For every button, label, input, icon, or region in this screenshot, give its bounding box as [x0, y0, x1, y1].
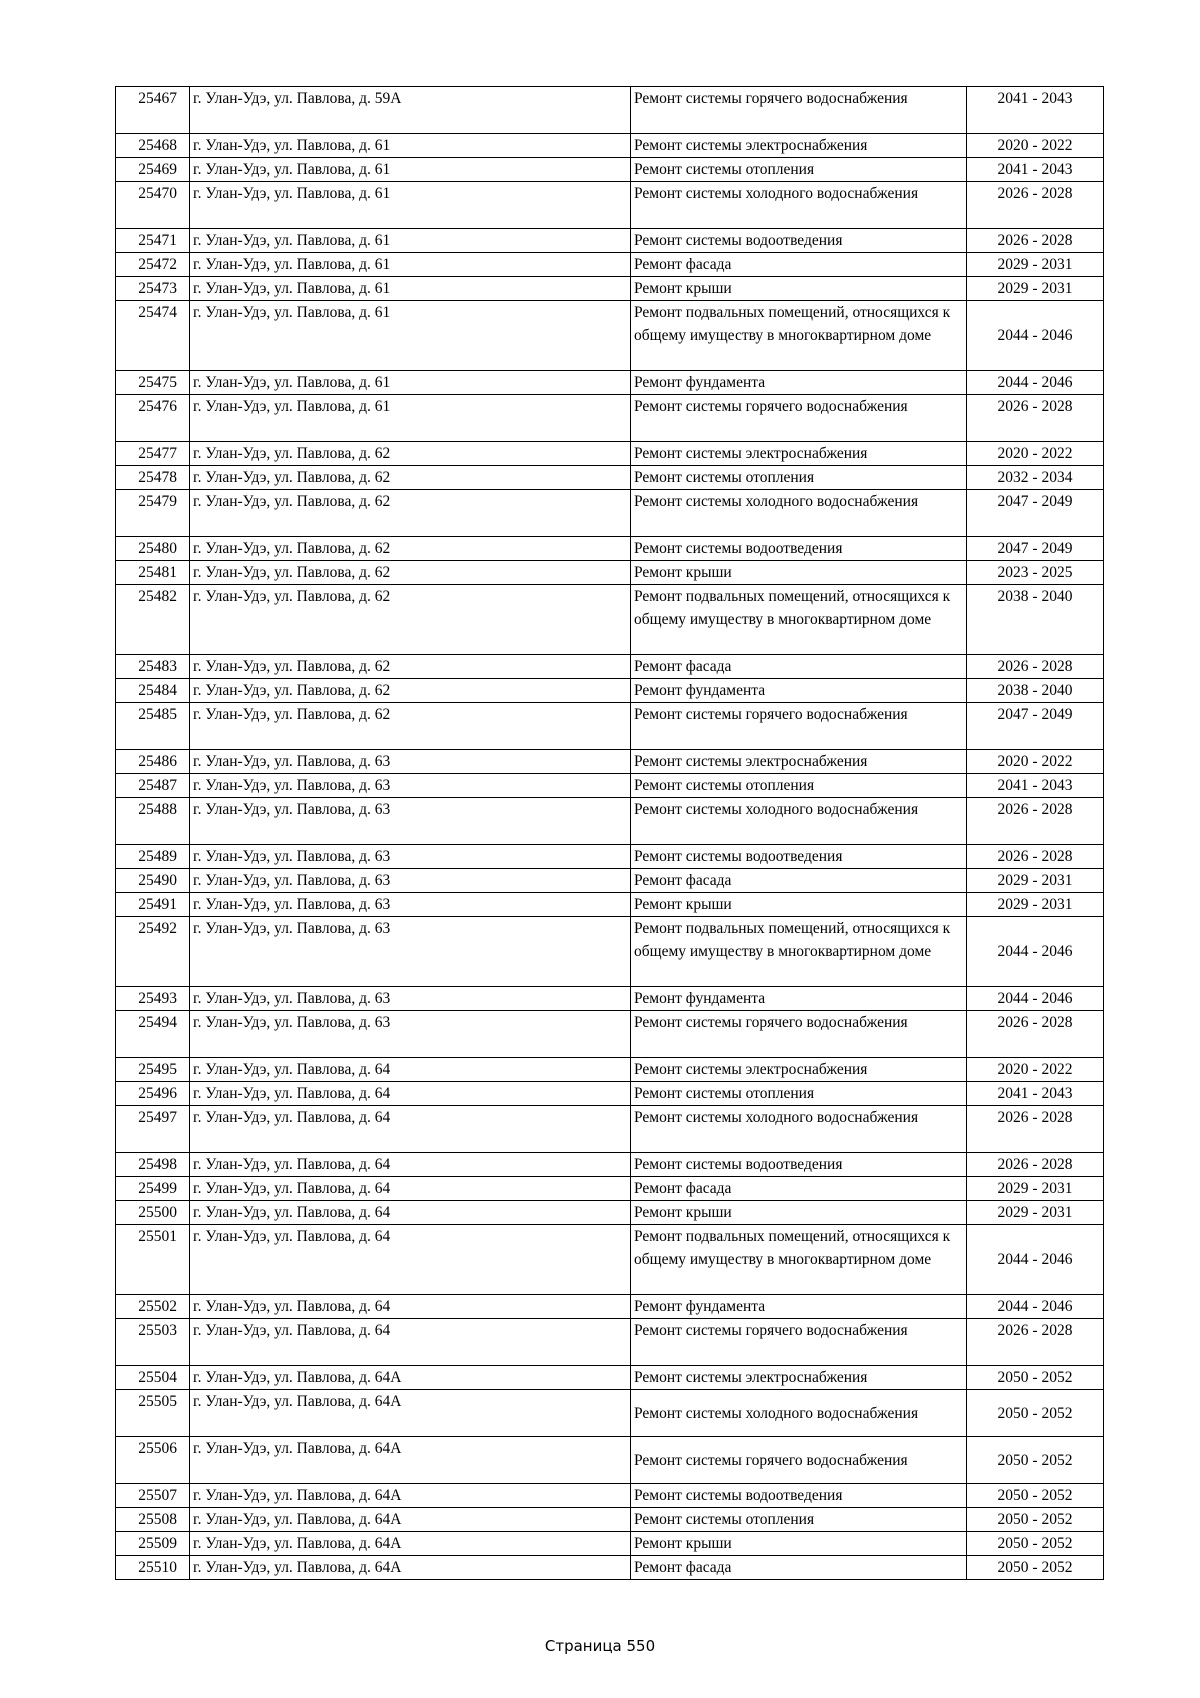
address-cell: г. Улан-Удэ, ул. Павлова, д. 64А: [190, 1556, 631, 1580]
record-number: 25493: [116, 987, 190, 1011]
address-cell: г. Улан-Удэ, ул. Павлова, д. 63: [190, 917, 631, 987]
address-cell: г. Улан-Удэ, ул. Павлова, д. 63: [190, 893, 631, 917]
period-cell: 2050 - 2052: [967, 1366, 1104, 1390]
record-number: 25472: [116, 253, 190, 277]
address-cell: г. Улан-Удэ, ул. Павлова, д. 64А: [190, 1437, 631, 1484]
table-row: [116, 893, 1104, 917]
record-number: 25477: [116, 442, 190, 466]
address-cell: г. Улан-Удэ, ул. Павлова, д. 64А: [190, 1390, 631, 1437]
period-cell: 2029 - 2031: [967, 869, 1104, 893]
record-number: 25468: [116, 134, 190, 158]
table-row: [116, 1295, 1104, 1319]
address-cell: г. Улан-Удэ, ул. Павлова, д. 63: [190, 987, 631, 1011]
record-number: 25499: [116, 1177, 190, 1201]
work-type-cell: Ремонт системы горячего водоснабжения: [631, 1437, 967, 1484]
record-number: 25473: [116, 277, 190, 301]
record-number: 25481: [116, 561, 190, 585]
table-row: [116, 987, 1104, 1011]
table-row: [116, 395, 1104, 442]
table-row: [116, 703, 1104, 750]
record-number: 25498: [116, 1153, 190, 1177]
period-cell: 2041 - 2043: [967, 158, 1104, 182]
record-number: 25507: [116, 1484, 190, 1508]
record-number: 25505: [116, 1390, 190, 1437]
table-row: [116, 253, 1104, 277]
table-row: [116, 537, 1104, 561]
record-number: 25471: [116, 229, 190, 253]
period-cell: 2044 - 2046: [967, 1295, 1104, 1319]
period-cell: 2044 - 2046: [967, 1225, 1104, 1295]
address-cell: г. Улан-Удэ, ул. Павлова, д. 62: [190, 490, 631, 537]
table-row: [116, 1153, 1104, 1177]
address-cell: г. Улан-Удэ, ул. Павлова, д. 62: [190, 442, 631, 466]
work-type-cell: Ремонт фундамента: [631, 679, 967, 703]
table-row: [116, 845, 1104, 869]
work-type-cell: Ремонт системы водоотведения: [631, 1153, 967, 1177]
period-cell: 2041 - 2043: [967, 1082, 1104, 1106]
address-cell: г. Улан-Удэ, ул. Павлова, д. 64: [190, 1058, 631, 1082]
period-cell: 2026 - 2028: [967, 395, 1104, 442]
address-cell: г. Улан-Удэ, ул. Павлова, д. 62: [190, 585, 631, 655]
address-cell: г. Улан-Удэ, ул. Павлова, д. 62: [190, 466, 631, 490]
work-type-cell: Ремонт крыши: [631, 893, 967, 917]
work-type-cell: Ремонт фундамента: [631, 371, 967, 395]
table-row: [116, 1437, 1104, 1484]
address-cell: г. Улан-Удэ, ул. Павлова, д. 62: [190, 561, 631, 585]
table-row: [116, 561, 1104, 585]
work-type-cell: Ремонт системы отопления: [631, 1082, 967, 1106]
address-cell: г. Улан-Удэ, ул. Павлова, д. 61: [190, 395, 631, 442]
period-cell: 2023 - 2025: [967, 561, 1104, 585]
record-number: 25470: [116, 182, 190, 229]
work-type-cell: Ремонт фундамента: [631, 987, 967, 1011]
work-type-cell: Ремонт системы электроснабжения: [631, 134, 967, 158]
work-type-cell: Ремонт крыши: [631, 561, 967, 585]
period-cell: 2026 - 2028: [967, 1153, 1104, 1177]
record-number: 25486: [116, 750, 190, 774]
address-cell: г. Улан-Удэ, ул. Павлова, д. 61: [190, 229, 631, 253]
work-type-cell: Ремонт крыши: [631, 1201, 967, 1225]
address-cell: г. Улан-Удэ, ул. Павлова, д. 64А: [190, 1366, 631, 1390]
work-type-cell: Ремонт системы отопления: [631, 1508, 967, 1532]
work-type-cell: Ремонт подвальных помещений, относящихся к общему имуществу в многоквартирном доме: [631, 917, 967, 987]
record-number: 25502: [116, 1295, 190, 1319]
work-type-cell: Ремонт системы отопления: [631, 774, 967, 798]
table-row: [116, 1556, 1104, 1580]
table-row: [116, 1082, 1104, 1106]
period-cell: 2044 - 2046: [967, 371, 1104, 395]
period-cell: 2050 - 2052: [967, 1437, 1104, 1484]
record-number: 25496: [116, 1082, 190, 1106]
record-number: 25492: [116, 917, 190, 987]
address-cell: г. Улан-Удэ, ул. Павлова, д. 62: [190, 703, 631, 750]
address-cell: г. Улан-Удэ, ул. Павлова, д. 63: [190, 798, 631, 845]
work-type-cell: Ремонт фасада: [631, 655, 967, 679]
period-cell: 2044 - 2046: [967, 301, 1104, 371]
period-cell: 2020 - 2022: [967, 1058, 1104, 1082]
address-cell: г. Улан-Удэ, ул. Павлова, д. 61: [190, 277, 631, 301]
period-cell: 2047 - 2049: [967, 490, 1104, 537]
table-row: [116, 774, 1104, 798]
work-type-cell: Ремонт подвальных помещений, относящихся к общему имуществу в многоквартирном доме: [631, 585, 967, 655]
period-cell: 2041 - 2043: [967, 87, 1104, 134]
period-cell: 2047 - 2049: [967, 537, 1104, 561]
table-row: [116, 1508, 1104, 1532]
table-row: [116, 87, 1104, 134]
table-row: [116, 371, 1104, 395]
work-type-cell: Ремонт системы горячего водоснабжения: [631, 395, 967, 442]
record-number: 25485: [116, 703, 190, 750]
record-number: 25506: [116, 1437, 190, 1484]
work-type-cell: Ремонт фундамента: [631, 1295, 967, 1319]
record-number: 25488: [116, 798, 190, 845]
period-cell: 2026 - 2028: [967, 798, 1104, 845]
address-cell: г. Улан-Удэ, ул. Павлова, д. 61: [190, 253, 631, 277]
period-cell: 2026 - 2028: [967, 845, 1104, 869]
record-number: 25504: [116, 1366, 190, 1390]
work-type-cell: Ремонт крыши: [631, 1532, 967, 1556]
period-cell: 2026 - 2028: [967, 1011, 1104, 1058]
address-cell: г. Улан-Удэ, ул. Павлова, д. 59А: [190, 87, 631, 134]
address-cell: г. Улан-Удэ, ул. Павлова, д. 63: [190, 750, 631, 774]
record-number: 25508: [116, 1508, 190, 1532]
table-row: [116, 301, 1104, 371]
address-cell: г. Улан-Удэ, ул. Павлова, д. 61: [190, 301, 631, 371]
table-row: [116, 585, 1104, 655]
work-type-cell: Ремонт фасада: [631, 1556, 967, 1580]
address-cell: г. Улан-Удэ, ул. Павлова, д. 64: [190, 1201, 631, 1225]
record-number: 25495: [116, 1058, 190, 1082]
work-type-cell: Ремонт системы водоотведения: [631, 229, 967, 253]
address-cell: г. Улан-Удэ, ул. Павлова, д. 63: [190, 1011, 631, 1058]
table-row: [116, 182, 1104, 229]
table-row: [116, 1225, 1104, 1295]
work-type-cell: Ремонт подвальных помещений, относящихся к общему имуществу в многоквартирном доме: [631, 301, 967, 371]
record-number: 25474: [116, 301, 190, 371]
period-cell: 2041 - 2043: [967, 774, 1104, 798]
period-cell: 2050 - 2052: [967, 1556, 1104, 1580]
table-row: [116, 917, 1104, 987]
table-row: [116, 1058, 1104, 1082]
address-cell: г. Улан-Удэ, ул. Павлова, д. 61: [190, 182, 631, 229]
work-type-cell: Ремонт системы холодного водоснабжения: [631, 1106, 967, 1153]
address-cell: г. Улан-Удэ, ул. Павлова, д. 63: [190, 869, 631, 893]
period-cell: 2044 - 2046: [967, 917, 1104, 987]
work-type-cell: Ремонт системы водоотведения: [631, 845, 967, 869]
table-row: [116, 655, 1104, 679]
period-cell: 2038 - 2040: [967, 679, 1104, 703]
work-type-cell: Ремонт системы электроснабжения: [631, 1366, 967, 1390]
record-number: 25484: [116, 679, 190, 703]
record-number: 25489: [116, 845, 190, 869]
record-number: 25500: [116, 1201, 190, 1225]
table-row: [116, 442, 1104, 466]
record-number: 25491: [116, 893, 190, 917]
record-number: 25467: [116, 87, 190, 134]
table-row: [116, 798, 1104, 845]
address-cell: г. Улан-Удэ, ул. Павлова, д. 61: [190, 371, 631, 395]
record-number: 25509: [116, 1532, 190, 1556]
work-type-cell: Ремонт системы отопления: [631, 466, 967, 490]
table-row: [116, 1106, 1104, 1153]
address-cell: г. Улан-Удэ, ул. Павлова, д. 63: [190, 845, 631, 869]
period-cell: 2050 - 2052: [967, 1390, 1104, 1437]
table-row: [116, 869, 1104, 893]
period-cell: 2050 - 2052: [967, 1508, 1104, 1532]
work-type-cell: Ремонт системы отопления: [631, 158, 967, 182]
record-number: 25483: [116, 655, 190, 679]
address-cell: г. Улан-Удэ, ул. Павлова, д. 61: [190, 134, 631, 158]
record-number: 25490: [116, 869, 190, 893]
record-number: 25480: [116, 537, 190, 561]
address-cell: г. Улан-Удэ, ул. Павлова, д. 64: [190, 1082, 631, 1106]
record-number: 25476: [116, 395, 190, 442]
address-cell: г. Улан-Удэ, ул. Павлова, д. 64: [190, 1225, 631, 1295]
period-cell: 2044 - 2046: [967, 987, 1104, 1011]
record-number: 25487: [116, 774, 190, 798]
work-type-cell: Ремонт системы электроснабжения: [631, 442, 967, 466]
record-number: 25503: [116, 1319, 190, 1366]
work-type-cell: Ремонт системы водоотведения: [631, 537, 967, 561]
period-cell: 2026 - 2028: [967, 229, 1104, 253]
period-cell: 2026 - 2028: [967, 1319, 1104, 1366]
table-row: [116, 277, 1104, 301]
work-type-cell: Ремонт системы горячего водоснабжения: [631, 703, 967, 750]
period-cell: 2020 - 2022: [967, 134, 1104, 158]
period-cell: 2029 - 2031: [967, 893, 1104, 917]
work-type-cell: Ремонт фасада: [631, 869, 967, 893]
period-cell: 2047 - 2049: [967, 703, 1104, 750]
work-type-cell: Ремонт системы водоотведения: [631, 1484, 967, 1508]
record-number: 25510: [116, 1556, 190, 1580]
table-row: [116, 1366, 1104, 1390]
address-cell: г. Улан-Удэ, ул. Павлова, д. 64: [190, 1106, 631, 1153]
record-number: 25479: [116, 490, 190, 537]
work-type-cell: Ремонт фасада: [631, 1177, 967, 1201]
address-cell: г. Улан-Удэ, ул. Павлова, д. 62: [190, 655, 631, 679]
address-cell: г. Улан-Удэ, ул. Павлова, д. 64: [190, 1153, 631, 1177]
address-cell: г. Улан-Удэ, ул. Павлова, д. 64А: [190, 1484, 631, 1508]
table-row: [116, 1177, 1104, 1201]
table-row: [116, 229, 1104, 253]
table-row: [116, 1011, 1104, 1058]
work-type-cell: Ремонт системы холодного водоснабжения: [631, 798, 967, 845]
work-type-cell: Ремонт системы горячего водоснабжения: [631, 1011, 967, 1058]
address-cell: г. Улан-Удэ, ул. Павлова, д. 64А: [190, 1532, 631, 1556]
table-row: [116, 1532, 1104, 1556]
period-cell: 2029 - 2031: [967, 1177, 1104, 1201]
address-cell: г. Улан-Удэ, ул. Павлова, д. 62: [190, 679, 631, 703]
address-cell: г. Улан-Удэ, ул. Павлова, д. 62: [190, 537, 631, 561]
work-type-cell: Ремонт системы горячего водоснабжения: [631, 87, 967, 134]
address-cell: г. Улан-Удэ, ул. Павлова, д. 64: [190, 1319, 631, 1366]
record-number: 25475: [116, 371, 190, 395]
period-cell: 2050 - 2052: [967, 1532, 1104, 1556]
work-type-cell: Ремонт системы горячего водоснабжения: [631, 1319, 967, 1366]
table-row: [116, 750, 1104, 774]
period-cell: 2029 - 2031: [967, 277, 1104, 301]
address-cell: г. Улан-Удэ, ул. Павлова, д. 64: [190, 1295, 631, 1319]
address-cell: г. Улан-Удэ, ул. Павлова, д. 64А: [190, 1508, 631, 1532]
period-cell: 2050 - 2052: [967, 1484, 1104, 1508]
repair-schedule-table: [115, 86, 1104, 1580]
page-number: Страница 550: [544, 1637, 656, 1655]
record-number: 25469: [116, 158, 190, 182]
table-row: [116, 1201, 1104, 1225]
period-cell: 2032 - 2034: [967, 466, 1104, 490]
record-number: 25497: [116, 1106, 190, 1153]
record-number: 25478: [116, 466, 190, 490]
record-number: 25501: [116, 1225, 190, 1295]
record-number: 25482: [116, 585, 190, 655]
work-type-cell: Ремонт системы холодного водоснабжения: [631, 1390, 967, 1437]
address-cell: г. Улан-Удэ, ул. Павлова, д. 61: [190, 158, 631, 182]
table-row: [116, 1484, 1104, 1508]
work-type-cell: Ремонт системы электроснабжения: [631, 750, 967, 774]
work-type-cell: Ремонт системы холодного водоснабжения: [631, 182, 967, 229]
table-row: [116, 158, 1104, 182]
period-cell: 2026 - 2028: [967, 182, 1104, 229]
work-type-cell: Ремонт фасада: [631, 253, 967, 277]
period-cell: 2038 - 2040: [967, 585, 1104, 655]
work-type-cell: Ремонт системы электроснабжения: [631, 1058, 967, 1082]
table-row: [116, 134, 1104, 158]
work-type-cell: Ремонт крыши: [631, 277, 967, 301]
period-cell: 2029 - 2031: [967, 253, 1104, 277]
table-row: [116, 1390, 1104, 1437]
table-row: [116, 490, 1104, 537]
address-cell: г. Улан-Удэ, ул. Павлова, д. 64: [190, 1177, 631, 1201]
record-number: 25494: [116, 1011, 190, 1058]
period-cell: 2020 - 2022: [967, 750, 1104, 774]
table-row: [116, 1319, 1104, 1366]
period-cell: 2026 - 2028: [967, 1106, 1104, 1153]
work-type-cell: Ремонт подвальных помещений, относящихся к общему имуществу в многоквартирном доме: [631, 1225, 967, 1295]
period-cell: 2020 - 2022: [967, 442, 1104, 466]
work-type-cell: Ремонт системы холодного водоснабжения: [631, 490, 967, 537]
table-row: [116, 679, 1104, 703]
period-cell: 2029 - 2031: [967, 1201, 1104, 1225]
table-body: [116, 87, 1104, 1580]
table-row: [116, 466, 1104, 490]
address-cell: г. Улан-Удэ, ул. Павлова, д. 63: [190, 774, 631, 798]
period-cell: 2026 - 2028: [967, 655, 1104, 679]
